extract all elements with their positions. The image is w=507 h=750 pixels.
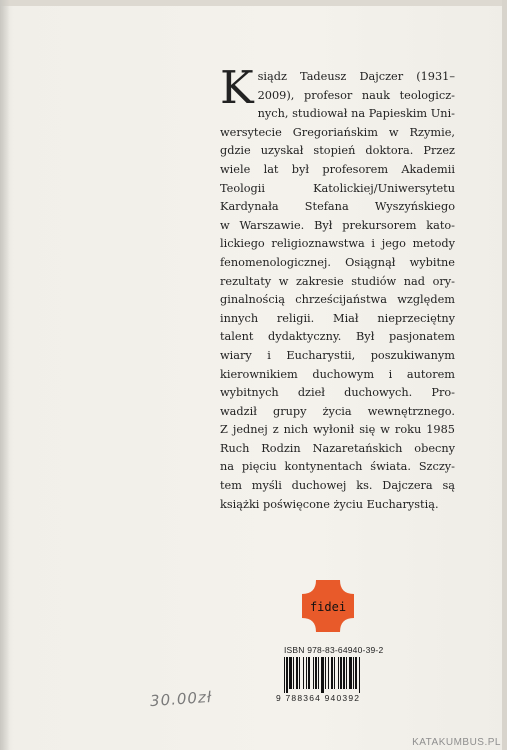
barcode-bar — [313, 657, 314, 689]
barcode-bar — [349, 657, 352, 689]
barcode-bar — [318, 657, 319, 689]
barcode-bar — [299, 657, 300, 689]
bio-line: 2009), profesor nauk teologicz- — [257, 88, 455, 102]
barcode-bar — [284, 657, 285, 693]
bio-line: Z jednej z nich wyłonił się w roku 1985 — [220, 423, 455, 437]
author-biography — [220, 61, 455, 514]
barcode-bar — [303, 657, 304, 689]
barcode-bar — [359, 657, 360, 693]
barcode-bar — [315, 657, 317, 689]
barcode-bar — [331, 657, 333, 689]
bio-line: talent dydaktyczny. Był pasjonatem — [220, 330, 455, 344]
handwritten-price: 30.00zł — [149, 687, 213, 711]
spine-shadow — [0, 0, 10, 750]
bio-line: siądz Tadeusz Dajczer (1931– — [257, 70, 455, 83]
barcode-bar — [296, 657, 298, 689]
bio-line: wiary i Eucharystii, poszukiwanym — [220, 348, 455, 362]
publisher-logo — [300, 578, 356, 634]
barcode-bar — [334, 657, 335, 689]
barcode-bar — [346, 657, 347, 689]
bio-line: Kardynała Stefana Wyszyńskiego — [220, 200, 455, 214]
barcode-bar — [325, 657, 326, 689]
barcode-bar — [293, 657, 294, 689]
barcode-bar — [289, 657, 292, 689]
barcode-bar — [286, 657, 288, 693]
barcode-bar — [338, 657, 339, 689]
barcode-bar — [340, 657, 342, 689]
bio-line: wiele lat był profesorem Akademii — [220, 162, 455, 176]
barcode-bar — [328, 657, 329, 689]
bio-line: lickiego religioznawstwa i jego metody — [220, 237, 455, 251]
bio-line: wersytecie Gregoriańskim w Rzymie, — [220, 125, 455, 139]
bio-line: nych, studiował na Papieskim Uni- — [257, 107, 455, 121]
bio-line: książki poświęcone życiu Eucharystią. — [220, 497, 439, 511]
cover-right-edge — [502, 0, 507, 750]
bio-line: fenomenologicznej. Osiągnął wybitne — [220, 255, 455, 269]
bio-line: rezultaty w zakresie studiów nad ory- — [220, 274, 455, 288]
bio-line: tem myśli duchowej ks. Dajczera są — [220, 479, 455, 493]
bio-line: kierownikiem duchowym i autorem — [220, 367, 455, 381]
bio-line: innych religii. Miał nieprzeciętny — [220, 311, 455, 325]
barcode-bar — [306, 657, 307, 689]
cover-top-edge — [0, 0, 507, 6]
bio-line: wadził grupy życia wewnętrznego. — [220, 404, 455, 418]
bio-line: na pięciu kontynentach świata. Szczy- — [220, 460, 455, 474]
barcode-bar — [355, 657, 357, 689]
barcode-bar — [321, 657, 324, 693]
bio-line: gdzie uzyskał stopień doktora. Przez — [220, 144, 455, 158]
barcode-bar — [308, 657, 310, 689]
bio-line: w Warszawie. Był prekursorem kato- — [220, 218, 455, 232]
bio-line: Ruch Rodzin Nazaretańskich obecny — [220, 441, 455, 455]
bio-line: Teologii Katolickiej/Uniwersytetu — [220, 181, 455, 195]
barcode-digits: 9 788364 940392 — [276, 693, 361, 703]
bio-line: wybitnych dzieł duchowych. Pro- — [220, 386, 455, 400]
isbn-label: ISBN 978-83-64940-39-2 — [284, 645, 384, 655]
watermark: KATAKUMBUS.PL — [412, 737, 501, 748]
barcode-bar — [353, 657, 354, 689]
drop-cap: K — [220, 61, 254, 114]
bio-line: ginalnością chrześcijaństwa względem — [220, 293, 455, 307]
publisher-logo-text: fidei — [309, 600, 347, 614]
isbn-barcode — [282, 657, 396, 693]
barcode-bar — [343, 657, 345, 689]
